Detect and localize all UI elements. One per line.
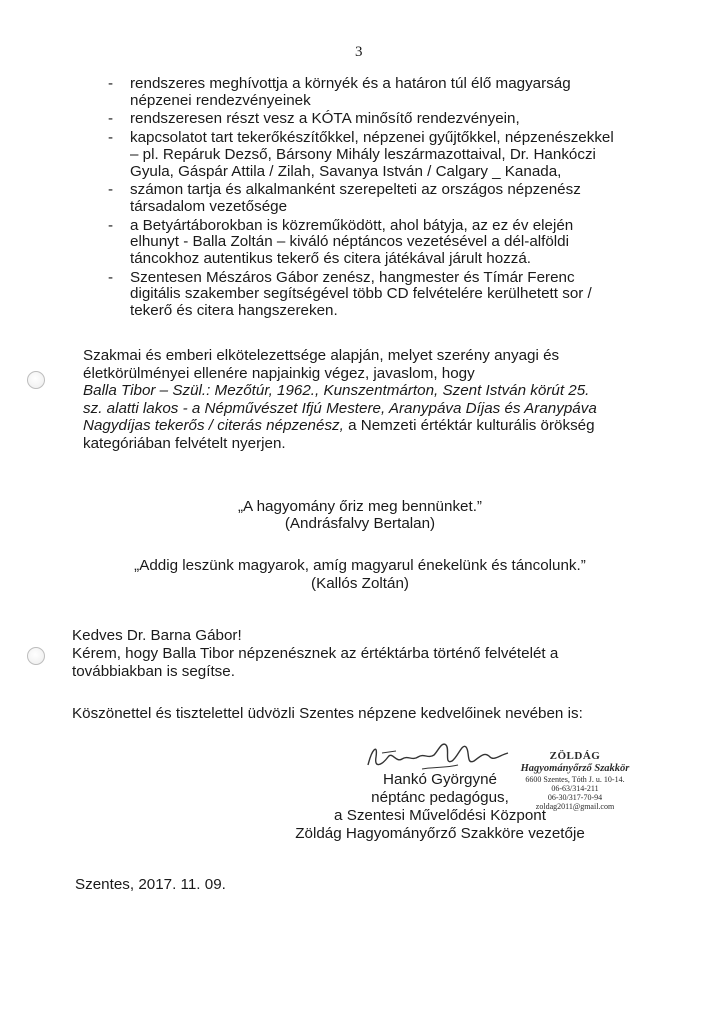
list-line: táncokhoz autentikus tekerő és citera játékával járult hozzá.: [130, 250, 532, 268]
list-line: kapcsolatot tart tekerőkészítőkkel, népzenei gyűjtőkkel, népzenészekkel: [130, 129, 614, 147]
paragraph-italic-span: Nagydíjas tekerős / citerás népzenész,: [83, 417, 344, 434]
list-bullet: -: [108, 110, 114, 128]
recommendation-paragraph: [83, 347, 639, 452]
stamp-phone: 06-63/314-211: [551, 784, 599, 793]
achievement-list: [108, 76, 638, 322]
list-bullet: -: [108, 181, 114, 199]
request-line: Kérem, hogy Balla Tibor népzenésznek az értéktárba történő felvételét a: [72, 645, 559, 662]
punch-hole-icon: [27, 647, 45, 665]
request-line: továbbiakban is segítse.: [72, 662, 235, 680]
list-item: [108, 270, 638, 320]
salutation: Kedves Dr. Barna Gábor!: [72, 627, 242, 644]
signer-role: Zöldág Hagyományőrző Szakköre vezetője: [295, 825, 585, 842]
list-line: elhunyt - Balla Zoltán – kiváló néptáncos vezetésével a dél-alföldi: [130, 233, 570, 251]
signer-name: Hankó Györgyné: [383, 771, 497, 788]
signer-organization: a Szentesi Művelődési Központ: [334, 807, 546, 824]
punch-hole-icon: [27, 371, 45, 389]
quote-text: „A hagyomány őriz meg bennünket.”: [238, 498, 482, 515]
page-number: 3: [355, 44, 363, 60]
list-bullet: -: [108, 216, 114, 234]
organization-stamp: [500, 750, 650, 811]
list-item: [108, 76, 638, 109]
stamp-title: ZÖLDÁG: [549, 750, 601, 762]
stamp-address: 6600 Szentes, Tóth J. u. 10-14.: [525, 775, 625, 784]
stamp-email: zoldag2011@gmail.com: [535, 802, 615, 811]
list-line: népzenei rendezvényeinek: [130, 91, 311, 109]
closing-text: Köszönettel és tisztelettel üdvözli Szentes népzene kedvelőinek nevében is:: [72, 705, 583, 722]
list-line: rendszeresen részt vesz a KÓTA minősítő rendezvényein,: [130, 110, 520, 128]
request-text: [72, 645, 642, 680]
paragraph-line: [83, 417, 639, 435]
document-date: Szentes, 2017. 11. 09.: [75, 876, 226, 893]
list-line: rendszeres meghívottja a környék és a határon túl élő magyarság: [130, 75, 571, 92]
quote-text: „Addig leszünk magyarok, amíg magyarul énekelünk és táncolunk.”: [134, 557, 586, 574]
signer-title: néptánc pedagógus,: [371, 789, 509, 806]
list-line: tekerő és citera hangszereken.: [130, 302, 338, 320]
list-item: [108, 111, 638, 128]
list-line: a Betyártáborokban is közreműködött, ahol bátyja, az ez év elején: [130, 216, 574, 234]
stamp-mobile: 06-30/317-70-94: [547, 793, 603, 802]
quote-author: (Andrásfalvy Bertalan): [284, 515, 436, 532]
list-item: [108, 182, 638, 215]
paragraph-line: életkörülményei ellenére napjainkig végez, javaslom, hogy: [83, 364, 475, 382]
quote-author: (Kallós Zoltán): [311, 575, 409, 592]
paragraph-line-italic: sz. alatti lakos - a Népművészet Ifjú Mestere, Aranypáva Díjas és Aranypáva: [83, 399, 597, 417]
list-line: digitális szakember segítségével több CD felvételére kerülhetett sor /: [130, 285, 592, 303]
list-bullet: -: [108, 75, 114, 92]
list-line: Szentesen Mészáros Gábor zenész, hangmester és Tímár Ferenc: [130, 268, 575, 286]
list-line: Gyula, Gáspár Attila / Zilah, Savanya István / Calgary _ Kanada,: [130, 162, 562, 180]
stamp-subtitle: Hagyományőrző Szakkör: [520, 763, 630, 774]
paragraph-tail: a Nemzeti értéktár kulturális örökség: [343, 417, 595, 434]
list-line: – pl. Repáruk Dezső, Bársony Mihály leszármazottaival, Dr. Hankóczi: [130, 145, 596, 163]
list-bullet: -: [108, 129, 114, 147]
paragraph-line: Szakmai és emberi elkötelezettsége alapján, melyet szerény anyagi és: [83, 347, 560, 364]
list-item: [108, 218, 638, 268]
list-line: számon tartja és alkalmanként szerepelteti az országos népzenész: [130, 181, 581, 199]
paragraph-line: kategóriában felvételt nyerjen.: [83, 434, 286, 452]
paragraph-line-italic: Balla Tibor – Szül.: Mezőtúr, 1962., Kunszentmárton, Szent István körút 25.: [83, 382, 590, 399]
list-line: társadalom vezetősége: [130, 197, 288, 215]
list-bullet: -: [108, 268, 114, 286]
list-item: [108, 130, 638, 180]
